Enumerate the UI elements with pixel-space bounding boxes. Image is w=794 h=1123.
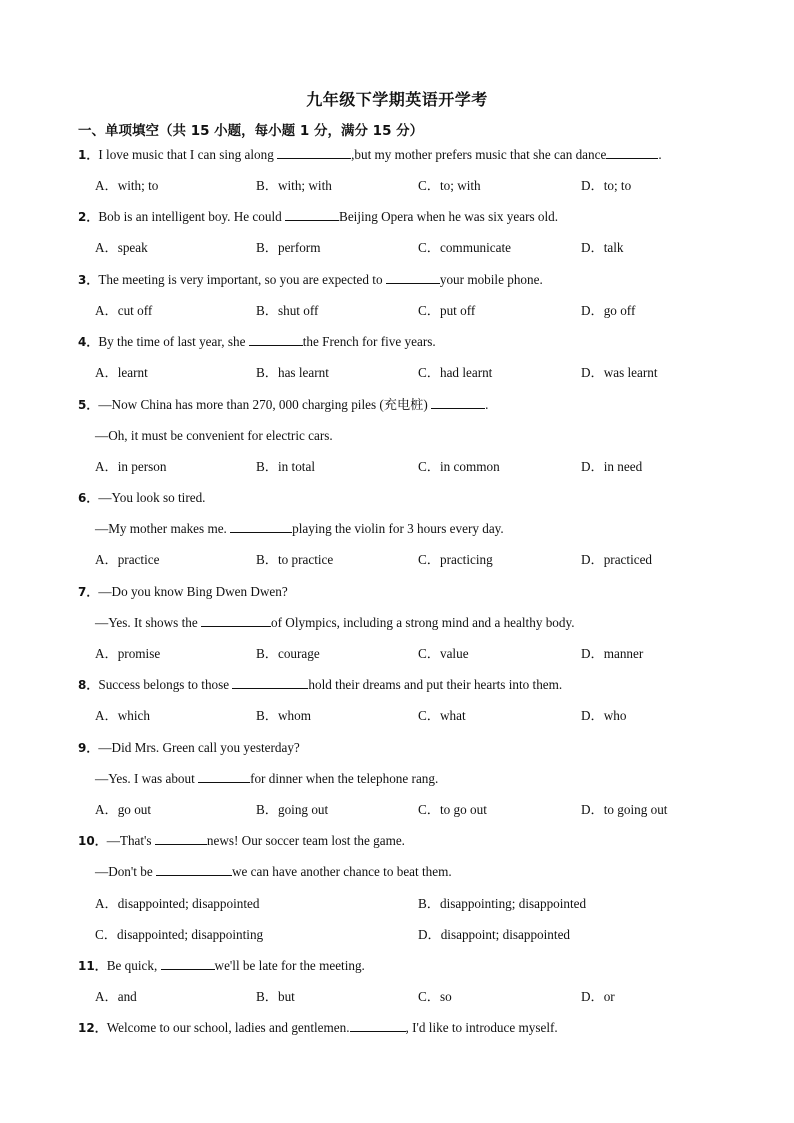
- question-9: 9．—Did Mrs. Green call you yesterday?: [78, 740, 300, 755]
- answer-blank: [249, 333, 303, 346]
- answer-blank: [201, 614, 271, 627]
- option-c: C．to; with: [418, 178, 481, 193]
- option-b: B．courage: [256, 646, 320, 661]
- question-11: 11．Be quick, we'll be late for the meeting.: [78, 958, 365, 973]
- option-c: C．so: [418, 989, 452, 1004]
- option-a: A．promise: [95, 646, 161, 661]
- option-a: A．practice: [95, 552, 160, 567]
- option-c: C．what: [418, 708, 466, 723]
- option-c: C．disappointed; disappointing: [95, 927, 264, 942]
- option-d: D．who: [581, 708, 627, 723]
- question-12: 12．Welcome to our school, ladies and gentlemen. , I'd like to introduce myself.: [78, 1020, 558, 1035]
- option-d: D．to going out: [581, 802, 668, 817]
- question-6-line-2: —My mother makes me. playing the violin for 3 hours every day.: [95, 521, 504, 536]
- option-a: A．go out: [95, 802, 152, 817]
- page-title: 九年级下学期英语开学考: [306, 90, 488, 109]
- option-a: A．learnt: [95, 365, 148, 380]
- option-b: B．but: [256, 989, 295, 1004]
- option-c: C．practicing: [418, 552, 493, 567]
- option-b: B．perform: [256, 240, 321, 255]
- option-d: D．was learnt: [581, 365, 658, 380]
- answer-blank: [350, 1019, 406, 1032]
- option-d: D．in need: [581, 459, 643, 474]
- answer-blank: [232, 676, 308, 689]
- option-b: B．with; with: [256, 178, 332, 193]
- question-9-line-2: —Yes. I was about for dinner when the telephone rang.: [95, 771, 439, 786]
- section-heading: 一、单项填空（共 15 小题，每小题 1 分，满分 15 分）: [78, 123, 424, 139]
- option-d: D．practiced: [581, 552, 653, 567]
- option-b: B．to practice: [256, 552, 334, 567]
- option-a: A．with; to: [95, 178, 159, 193]
- option-c: C．communicate: [418, 240, 512, 255]
- answer-blank: [285, 208, 339, 221]
- option-a: A．disappointed; disappointed: [95, 896, 260, 911]
- answer-blank: [161, 957, 215, 970]
- answer-blank: [277, 146, 351, 159]
- option-c: C．value: [418, 646, 469, 661]
- option-c: C．had learnt: [418, 365, 493, 380]
- question-5: 5．—Now China has more than 270, 000 charging piles (充电桩) .: [78, 397, 489, 412]
- question-7-line-2: —Yes. It shows the of Olympics, including a strong mind and a healthy body.: [95, 615, 575, 630]
- question-10-line-2: —Don't be we can have another chance to beat them.: [95, 864, 452, 879]
- option-b: B．going out: [256, 802, 329, 817]
- option-c: C．in common: [418, 459, 500, 474]
- option-a: A．which: [95, 708, 150, 723]
- option-a: A．in person: [95, 459, 167, 474]
- option-c: C．put off: [418, 303, 476, 318]
- option-d: D．talk: [581, 240, 624, 255]
- option-d: D．to; to: [581, 178, 632, 193]
- answer-blank: [230, 520, 292, 533]
- option-d: D．manner: [581, 646, 644, 661]
- option-b: B．whom: [256, 708, 311, 723]
- option-a: A．cut off: [95, 303, 153, 318]
- answer-blank: [155, 832, 207, 845]
- question-1: 1．I love music that I can sing along ,but my mother prefers music that she can dance .: [78, 147, 662, 162]
- option-b: B．disappointing; disappointed: [418, 896, 587, 911]
- question-10: 10．—That's news! Our soccer team lost the game.: [78, 833, 405, 848]
- question-8: 8．Success belongs to those hold their dreams and put their hearts into them.: [78, 677, 563, 692]
- answer-blank: [606, 146, 658, 159]
- answer-blank: [198, 770, 250, 783]
- option-d: D．disappoint; disappointed: [418, 927, 571, 942]
- option-b: B．in total: [256, 459, 315, 474]
- question-3: 3．The meeting is very important, so you are expected to your mobile phone.: [78, 272, 543, 287]
- question-2: 2．Bob is an intelligent boy. He could Beijing Opera when he was six years old.: [78, 209, 559, 224]
- question-4: 4．By the time of last year, she the French for five years.: [78, 334, 436, 349]
- option-d: D．or: [581, 989, 615, 1004]
- option-a: A．and: [95, 989, 137, 1004]
- answer-blank: [386, 271, 440, 284]
- answer-blank: [156, 863, 232, 876]
- option-c: C．to go out: [418, 802, 487, 817]
- option-d: D．go off: [581, 303, 636, 318]
- option-b: B．shut off: [256, 303, 319, 318]
- option-b: B．has learnt: [256, 365, 329, 380]
- answer-blank: [431, 396, 485, 409]
- question-5-line-2: —Oh, it must be convenient for electric cars.: [95, 428, 333, 443]
- option-a: A．speak: [95, 240, 148, 255]
- question-6: 6．—You look so tired.: [78, 490, 206, 505]
- question-7: 7．—Do you know Bing Dwen Dwen?: [78, 584, 288, 599]
